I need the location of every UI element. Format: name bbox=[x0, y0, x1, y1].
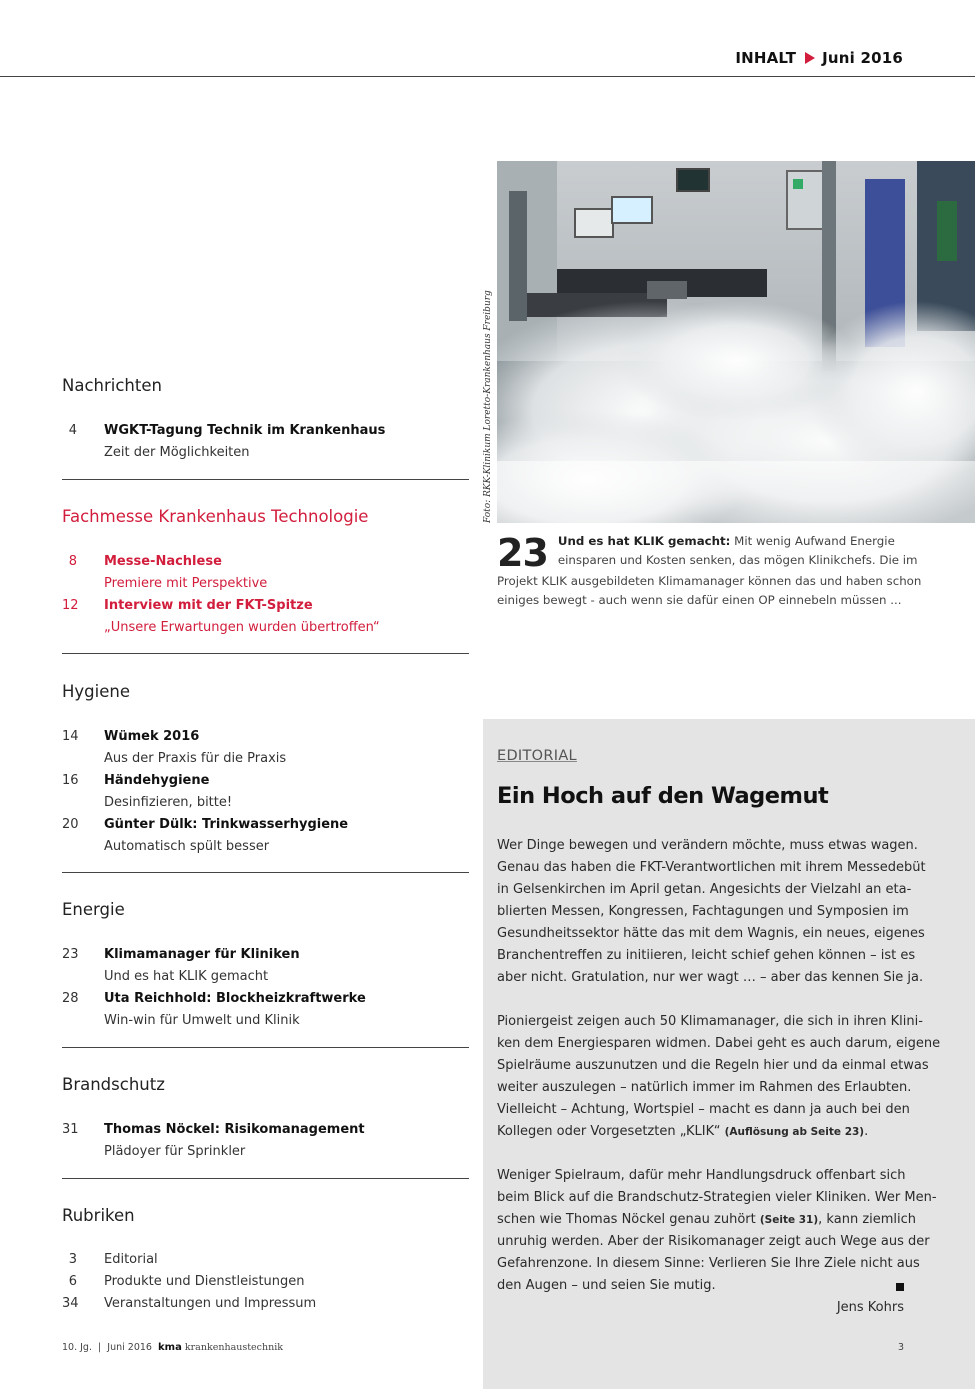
editorial-line: Pioniergeist zeigen auch 50 Klimamanager, die sich in ihren Klini- bbox=[497, 1014, 923, 1029]
toc-entry[interactable] bbox=[62, 1119, 469, 1141]
toc-entry-subtitle: Aus der Praxis für die Praxis bbox=[104, 751, 287, 766]
editorial-line: Wer Dinge bewegen und verändern möchte, muss etwas wagen. bbox=[497, 838, 918, 853]
toc-page-number: 20 bbox=[62, 817, 79, 832]
editorial-text: schen wie Thomas Nöckel genau zuhört bbox=[497, 1212, 760, 1227]
editorial-title: Ein Hoch auf den Wagemut bbox=[497, 783, 829, 809]
toc-section-nachrichten bbox=[62, 376, 469, 460]
toc-entry[interactable] bbox=[62, 420, 469, 442]
toc-entry-subtitle: Automatisch spült besser bbox=[104, 839, 270, 854]
toc-entry[interactable] bbox=[62, 944, 469, 966]
editorial-kicker: EDITORIAL bbox=[497, 748, 577, 764]
toc-page-number: 14 bbox=[62, 729, 79, 744]
toc-entry-subtitle: Desinfizieren, bitte! bbox=[104, 795, 233, 810]
editorial-line bbox=[497, 1209, 917, 1231]
caption-text: einsparen und Kosten senken, das mögen Klinikchefs. Die im bbox=[557, 553, 918, 568]
photo-caption bbox=[497, 531, 922, 611]
caption-text: einiges bewegt - auch wenn sie dafür einen OP einnebeln müssen ... bbox=[497, 593, 902, 608]
toc-entry-sub-row bbox=[62, 1141, 469, 1163]
editorial-line bbox=[497, 1275, 904, 1297]
caption-page-number: 23 bbox=[497, 531, 548, 575]
toc-entry[interactable] bbox=[62, 814, 469, 836]
operating-room-fog-photo bbox=[497, 161, 975, 523]
caption-text: Projekt KLIK ausgebildeten Klimamanager können das und haben schon bbox=[497, 574, 922, 588]
editorial-line: Spielräume auszunutzen und die Regeln hier und da einmal etwas bbox=[497, 1058, 929, 1073]
toc-entry-subtitle: Und es hat KLIK gemacht bbox=[104, 969, 269, 984]
section-divider bbox=[62, 1178, 469, 1179]
toc-entry-label: Produkte und Dienstleistungen bbox=[104, 1274, 305, 1289]
toc-entry-title: Thomas Nöckel: Risikomanagement bbox=[104, 1122, 365, 1137]
toc-page-number: 16 bbox=[62, 773, 79, 788]
toc-entry[interactable] bbox=[62, 770, 469, 792]
editorial-text: den Augen – und seien Sie mutig. bbox=[497, 1278, 716, 1293]
footer-info bbox=[62, 1342, 283, 1353]
editorial-box bbox=[483, 719, 975, 1389]
editorial-line: Branchentreffen zu initiieren, leicht schief gehen können – ist es bbox=[497, 948, 916, 963]
section-title: Fachmesse Krankenhaus Technologie bbox=[62, 507, 369, 526]
toc-entry[interactable] bbox=[62, 1249, 469, 1271]
editorial-body bbox=[497, 835, 941, 1319]
header-issue: Juni 2016 bbox=[822, 49, 903, 67]
toc-section-energie bbox=[62, 900, 469, 1028]
section-title: Hygiene bbox=[62, 682, 130, 701]
toc-entry[interactable] bbox=[62, 1271, 469, 1293]
toc-entry-title: Händehygiene bbox=[104, 773, 210, 788]
toc-entry-sub-row bbox=[62, 792, 469, 814]
editorial-author: Jens Kohrs bbox=[836, 1300, 904, 1315]
toc-entry-title: WGKT-Tagung Technik im Krankenhaus bbox=[104, 423, 386, 438]
editorial-text: , kann ziemlich bbox=[818, 1212, 917, 1227]
editorial-line: Genau das haben die FKT-Verantwortlichen mit ihrem Messedebüt bbox=[497, 860, 926, 875]
editorial-line: ken dem Energiesparen widmen. Dabei geht es auch darum, eigene bbox=[497, 1036, 941, 1051]
toc-page-number: 12 bbox=[62, 598, 79, 613]
toc-entry[interactable] bbox=[62, 595, 469, 617]
end-square-icon bbox=[896, 1283, 904, 1291]
editorial-line: Weniger Spielraum, dafür mehr Handlungsdruck offenbart sich bbox=[497, 1168, 906, 1183]
footer-issue: Juni 2016 bbox=[107, 1342, 152, 1353]
editorial-line: Gefahrenzone. In diesem Sinne: Verlieren Sie Ihre Ziele nicht aus bbox=[497, 1256, 920, 1271]
photo-illustration bbox=[497, 161, 975, 523]
toc-entry-sub-row bbox=[62, 1010, 469, 1032]
toc-entry-title: Messe-Nachlese bbox=[104, 554, 222, 569]
toc-entry[interactable] bbox=[62, 1293, 469, 1315]
caption-text: Mit wenig Aufwand Energie bbox=[730, 534, 895, 548]
editorial-line: aber nicht. Gratulation, nur wer wagt … – aber das kennen Sie ja. bbox=[497, 970, 924, 985]
section-divider bbox=[62, 1047, 469, 1048]
footer-brand: krankenhaustechnik bbox=[184, 1342, 284, 1353]
section-divider bbox=[62, 872, 469, 873]
editorial-line: beim Blick auf die Brandschutz-Strategien vieler Kliniken. Wer Men- bbox=[497, 1190, 937, 1205]
toc-entry-title: Uta Reichhold: Blockheizkraftwerke bbox=[104, 991, 366, 1006]
toc-entry-subtitle: Zeit der Möglichkeiten bbox=[104, 445, 250, 460]
toc-entry-sub-row bbox=[62, 442, 469, 464]
editorial-text: Kollegen oder Vorgesetzten „KLIK“ bbox=[497, 1124, 725, 1139]
editorial-line bbox=[497, 1121, 904, 1143]
editorial-line: in Gelsenkirchen im April getan. Angesichts der Vielzahl an eta- bbox=[497, 882, 912, 897]
toc-page-number: 8 bbox=[68, 554, 77, 569]
toc-entry-label: Editorial bbox=[104, 1252, 158, 1267]
section-title: Rubriken bbox=[62, 1206, 135, 1225]
page-reference: (Auflösung ab Seite 23) bbox=[724, 1126, 865, 1138]
toc-entry-sub-row bbox=[62, 966, 469, 988]
header-section: INHALT bbox=[735, 49, 797, 67]
toc-entry-title: Günter Dülk: Trinkwasserhygiene bbox=[104, 817, 349, 832]
footer-volume: 10. Jg. bbox=[62, 1342, 92, 1353]
toc-entry-label: Veranstaltungen und Impressum bbox=[104, 1296, 317, 1311]
toc-entry-subtitle: Plädoyer für Sprinkler bbox=[104, 1144, 246, 1159]
toc-section-brandschutz bbox=[62, 1075, 469, 1159]
toc-section-rubriken bbox=[62, 1206, 469, 1311]
toc-entry-title: Klimamanager für Kliniken bbox=[104, 947, 300, 962]
toc-entry[interactable] bbox=[62, 551, 469, 573]
toc-entry-title: Wümek 2016 bbox=[104, 729, 200, 744]
page-header bbox=[0, 0, 975, 77]
triangle-right-icon bbox=[805, 52, 815, 64]
toc-page-number: 31 bbox=[62, 1122, 79, 1137]
toc-page-number: 23 bbox=[62, 947, 79, 962]
caption-lead: Und es hat KLIK gemacht: bbox=[557, 534, 731, 548]
page-number: 3 bbox=[897, 1342, 904, 1353]
toc-entry[interactable] bbox=[62, 726, 469, 748]
editorial-text: . bbox=[864, 1124, 869, 1139]
toc-entry-subtitle: Premiere mit Perspektive bbox=[104, 576, 268, 591]
editorial-line: Vielleicht – Achtung, Wortspiel – macht es dann ja auch bei den bbox=[497, 1102, 910, 1117]
toc-entry-sub-row bbox=[62, 748, 469, 770]
toc-entry-sub-row bbox=[62, 617, 469, 639]
editorial-line: blierten Messen, Kongressen, Fachtagungen und Symposien im bbox=[497, 904, 909, 919]
editorial-line: weiter auszulegen – natürlich immer im Rahmen des Erlaubten. bbox=[497, 1080, 912, 1095]
toc-entry-subtitle: Win-win für Umwelt und Klinik bbox=[104, 1013, 300, 1028]
editorial-line: unruhig werden. Aber der Risikomanager zeigt auch Wege aus der bbox=[497, 1234, 930, 1249]
toc-entry-title: Interview mit der FKT-Spitze bbox=[104, 598, 313, 613]
section-divider bbox=[62, 479, 469, 480]
section-title: Brandschutz bbox=[62, 1075, 165, 1094]
page-footer bbox=[62, 1342, 904, 1358]
footer-brand-logo: kma bbox=[158, 1342, 182, 1353]
toc-entry-subtitle: „Unsere Erwartungen wurden übertroffen“ bbox=[104, 620, 380, 635]
toc-entry-sub-row bbox=[62, 836, 469, 858]
section-title: Energie bbox=[62, 900, 125, 919]
toc-page-number: 4 bbox=[68, 423, 77, 438]
toc-section-hygiene bbox=[62, 682, 469, 854]
toc-page-number: 6 bbox=[68, 1274, 77, 1289]
toc-page-number: 28 bbox=[62, 991, 79, 1006]
photo-credit: Foto: RKK-Klinikum Loretto-Krankenhaus Freiburg bbox=[483, 290, 493, 523]
footer-separator: | bbox=[98, 1342, 102, 1353]
toc-entry-sub-row bbox=[62, 573, 469, 595]
page-reference: (Seite 31) bbox=[759, 1214, 819, 1226]
section-divider bbox=[62, 653, 469, 654]
toc-section-fachmesse bbox=[62, 507, 469, 635]
editorial-line: Gesundheitssektor hätte das mit dem Wagnis, ein neues, eigenes bbox=[497, 926, 925, 941]
toc-page-number: 34 bbox=[62, 1296, 79, 1311]
section-title: Nachrichten bbox=[62, 376, 162, 395]
toc-entry[interactable] bbox=[62, 988, 469, 1010]
toc-page-number: 3 bbox=[68, 1252, 77, 1267]
header-nav bbox=[735, 49, 903, 67]
